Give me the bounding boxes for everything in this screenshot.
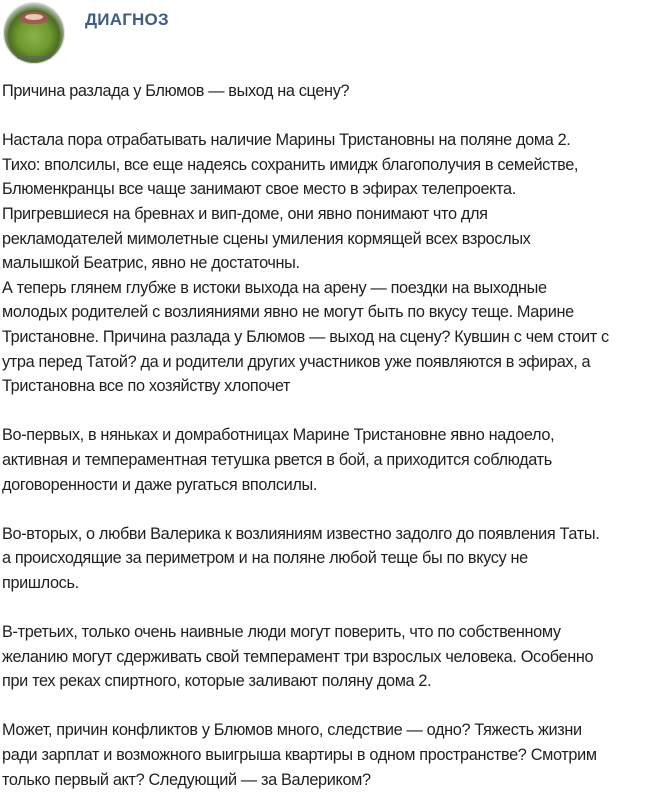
text-line: рекламодателей мимолетные сцены умиления кормящей всех взрослых <box>2 229 531 248</box>
text-line: Блюменкранцы все чаще занимают свое место в эфирах телепроекта. <box>2 180 516 199</box>
text-line: Во-вторых, о любви Валерика к возлияниям известно задолго до появления Таты. <box>2 524 600 543</box>
post-paragraph-first-point <box>2 423 668 497</box>
text-line: договоренности и даже ругаться вполсилы. <box>2 475 318 494</box>
post-paragraph-third-point <box>2 620 668 694</box>
text-line: Во-первых, в няньках и домработницах Марине Тристановне явно надоело, <box>2 426 555 445</box>
post-paragraph-conclusion <box>2 718 668 792</box>
text-line: утра перед Татой? да и родители других участников уже появляются в эфирах, а <box>2 352 591 371</box>
text-line: Пригревшиеся на бревнах и вип-доме, они явно понимают что для <box>2 204 488 223</box>
text-line: Тристановне. Причина разлада у Блюмов — выход на сцену? Кувшин с чем стоит с <box>2 327 609 346</box>
text-line: молодых родителей с возлияниями явно не могут быть по вкусу теще. Марине <box>2 303 574 322</box>
text-line: Настала пора отрабатывать наличие Марины Тристановны на поляне дома 2. <box>2 131 571 150</box>
text-line: Тихо: вполсилы, все еще надеясь сохранить имидж благополучия в семействе, <box>2 155 579 174</box>
post-paragraph-second-point <box>2 522 668 596</box>
post-header <box>0 0 670 72</box>
avatar-crown-inner-shape <box>25 14 43 20</box>
post-paragraph-intro <box>2 128 668 399</box>
text-line: при тех реках спиртного, которые заливают поляну дома 2. <box>2 672 432 691</box>
text-line: активная и темпераментная тетушка рвется в бой, а приходится соблюдать <box>2 450 552 469</box>
text-line: Тристановна все по хозяйству хлопочет <box>2 377 291 396</box>
avatar-base-shape <box>17 56 51 59</box>
text-line: А теперь глянем глубже в истоки выхода на арену — поездки на выходные <box>2 278 547 297</box>
text-line: только первый акт? Следующий — за Валериком? <box>2 770 371 789</box>
community-avatar-icon[interactable] <box>3 2 65 64</box>
text-line: ради зарплат и возможного выигрыша квартиры в одном пространстве? Смотрим <box>2 746 597 765</box>
text-line: Причина разлада у Блюмов — выход на сцену? <box>2 82 350 100</box>
text-line: желанию могут сдерживать свой темперамент три взрослых человека. Особенно <box>2 647 594 666</box>
community-name-link[interactable]: ДИАГНОЗ <box>85 10 169 29</box>
post-text <box>0 79 670 792</box>
text-line: пришлось. <box>2 573 79 592</box>
text-line: Может, причин конфликтов у Блюмов много, следствие — одно? Тяжесть жизни <box>2 721 582 740</box>
text-line: а происходящие за периметром и на поляне любой теще бы по вкусу не <box>2 549 528 568</box>
text-line: малышкой Беатрис, явно не достаточны. <box>2 254 300 273</box>
text-line: В-третьих, только очень наивные люди могут поверить, что по собственному <box>2 623 561 642</box>
post-paragraph-headline <box>2 79 668 104</box>
